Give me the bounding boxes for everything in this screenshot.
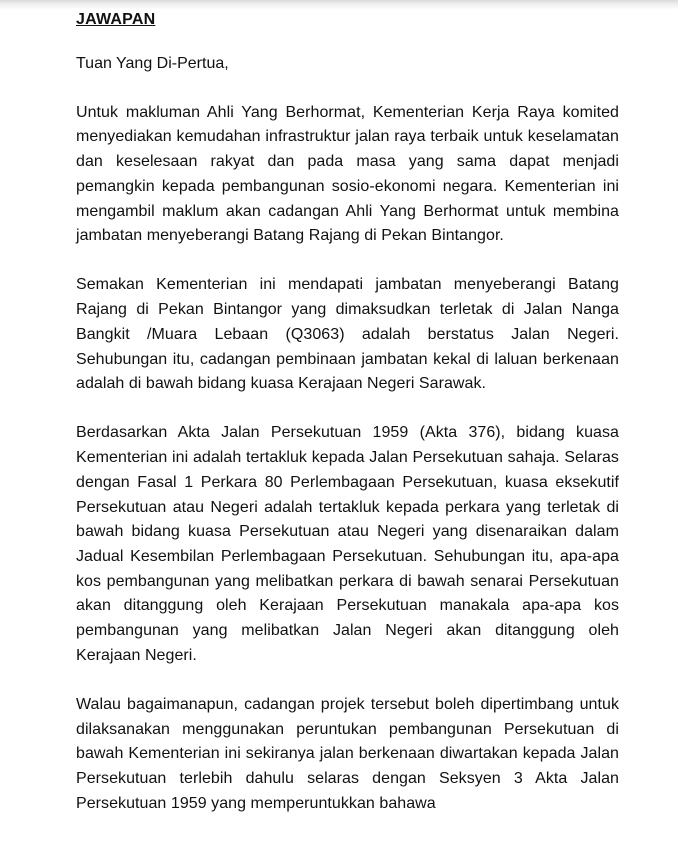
paragraph-3: Berdasarkan Akta Jalan Persekutuan 1959 (Akta 376), bidang kuasa Kementerian ini adalah tertakluk kepada Jalan Persekutuan sahaja. Selaras dengan Fasal 1 Perkara 80 Perlembagaan Persekutuan, kuasa eksekutif Persekutuan atau Negeri adalah tertakluk kepada perkara yang terletak di bawah bidang kuasa Persekutuan atau Negeri yang disenaraikan dalam Jadual Kesembilan Perlembagaan Persekutuan. Sehubungan itu, apa-apa kos pembangunan yang melibatkan perkara di bawah senarai Persekutuan akan ditanggung oleh Kerajaan Persekutuan manakala apa-apa kos pembangunan yang melibatkan Jalan Negeri akan ditanggung oleh Kerajaan Negeri. xyxy=(76,424,619,664)
paragraph-1: Untuk makluman Ahli Yang Berhormat, Kementerian Kerja Raya komited menyediakan kemudahan infrastruktur jalan raya terbaik untuk keselamatan dan keselesaan rakyat dan pada masa yang sama dapat menjadi pemangkin kepada pembangunan sosio-ekonomi negara. Kementerian ini mengambil maklum akan cadangan Ahli Yang Berhormat untuk membina jambatan menyeberangi Batang Rajang di Pekan Bintangor. xyxy=(76,103,619,245)
document-page xyxy=(76,10,619,841)
salutation: Tuan Yang Di-Pertua, xyxy=(76,55,229,72)
page-top-edge xyxy=(0,0,678,10)
paragraph-4: Walau bagaimanapun, cadangan projek tersebut boleh dipertimbang untuk dilaksanakan menggunakan peruntukan pembangunan Persekutuan di bawah Kementerian ini sekiranya jalan berkenaan diwartakan kepada Jalan Persekutuan terlebih dahulu selaras dengan Seksyen 3 Akta Jalan Persekutuan 1959 yang memperuntukkan bahawa xyxy=(76,695,619,812)
answer-heading: JAWAPAN xyxy=(76,11,156,28)
paragraph-2: Semakan Kementerian ini mendapati jambatan menyeberangi Batang Rajang di Pekan Bintangor yang dimaksudkan terletak di Jalan Nanga Bangkit /Muara Lebaan (Q3063) adalah berstatus Jalan Negeri. Sehubungan itu, cadangan pembinaan jambatan kekal di laluan berkenaan adalah di bawah bidang kuasa Kerajaan Negeri Sarawak. xyxy=(76,276,619,393)
